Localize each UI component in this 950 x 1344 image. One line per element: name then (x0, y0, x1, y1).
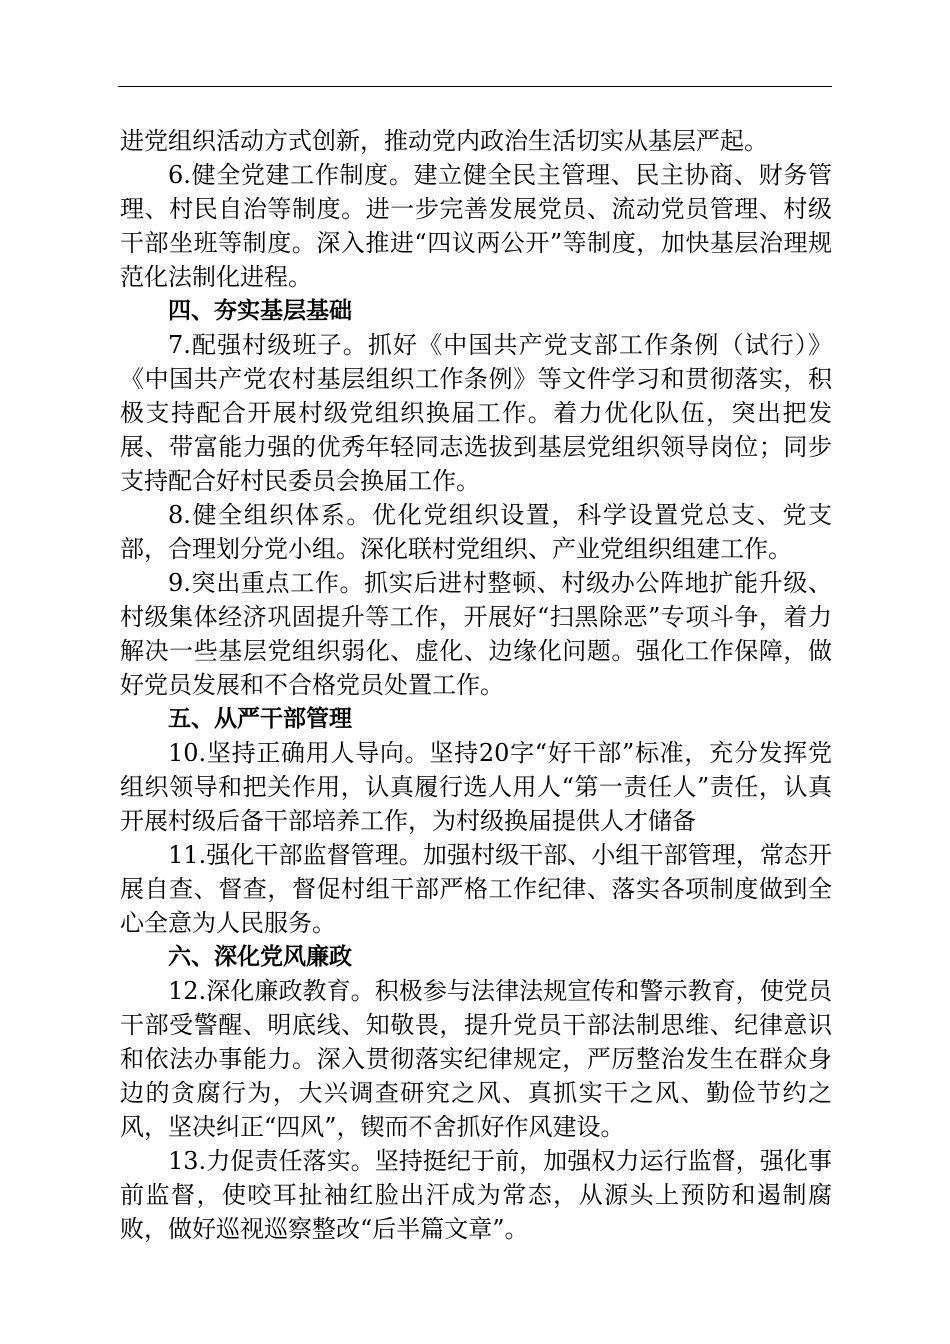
paragraph-item-9: 9.突出重点工作。抓实后进村整顿、村级办公阵地扩能升级、村级集体经济巩固提升等工作，开展好“扫黑除恶”专项斗争，着力解决一些基层党组织弱化、虚化、边缘化问题。强化工作保障，做好党员发展和不合格党员处置工作。 (120, 569, 832, 699)
paragraph-item-6: 6.健全党建工作制度。建立健全民主管理、民主协商、财务管理、村民自治等制度。进一步完善发展党员、流动党员管理、村级干部坐班等制度。深入推进“四议两公开”等制度，加快基层治理规范化法制化进程。 (120, 161, 832, 291)
section-heading-6: 六、深化党风廉政 (168, 944, 352, 970)
paragraph-item-7: 7.配强村级班子。抓好《中国共产党支部工作条例（试行）》《中国共产党农村基层组织工作条例》等文件学习和贯彻落实，积极支持配合开展村级党组织换届工作。着力优化队伍，突出把发展、带富能力强的优秀年轻同志选拔到基层党组织领导岗位；同步支持配合好村民委员会换届工作。 (120, 331, 832, 495)
section-heading-4: 四、夯实基层基础 (168, 298, 352, 324)
document-body (120, 124, 832, 1246)
paragraph-item-12: 12.深化廉政教育。积极参与法律法规宣传和警示教育，使党员干部受警醒、明底线、知敬畏，提升党员干部法制思维、纪律意识和依法办事能力。深入贯彻落实纪律规定，严厉整治发生在群众身边的贪腐行为，大兴调查研究之风、真抓实干之风、勤俭节约之风，坚决纠正“四风”，锲而不舍抓好作风建设。 (120, 977, 832, 1141)
paragraph-item-8: 8.健全组织体系。优化党组织设置，科学设置党总支、党支部，合理划分党小组。深化联村党组织、产业党组织组建工作。 (120, 501, 832, 563)
paragraph-item-10: 10.坚持正确用人导向。坚持20字“好干部”标准，充分发挥党组织领导和把关作用，认真履行选人用人“第一责任人”责任，认真开展村级后备干部培养工作，为村级换届提供人才储备 (120, 739, 832, 835)
section-heading-5: 五、从严干部管理 (168, 706, 352, 732)
paragraph-continuation: 进党组织活动方式创新，推动党内政治生活切实从基层严起。 (120, 127, 768, 155)
header-rule (118, 86, 832, 87)
paragraph-item-11: 11.强化干部监督管理。加强村级干部、小组干部管理，常态开展自查、督查，督促村组干部严格工作纪律、落实各项制度做到全心全意为人民服务。 (120, 841, 832, 937)
paragraph-item-13: 13.力促责任落实。坚持挺纪于前，加强权力运行监督，强化事前监督，使咬耳扯袖红脸出汗成为常态，从源头上预防和遏制腐败，做好巡视巡察整改“后半篇文章”。 (120, 1147, 832, 1243)
